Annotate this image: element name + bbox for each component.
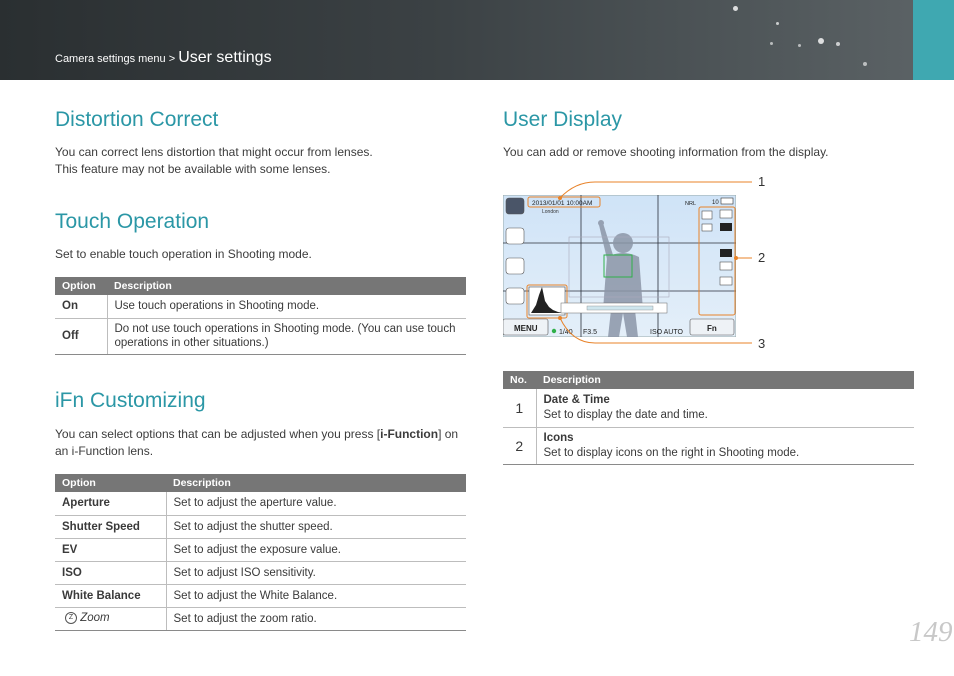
table-header: Option (55, 277, 107, 295)
zoom-lens-icon: Z (65, 612, 77, 624)
breadcrumb-parent: Camera settings menu > (55, 53, 176, 65)
svg-text:2013/01/01 10:00AM: 2013/01/01 10:00AM (532, 200, 593, 207)
section-title-ifn: iFn Customizing (55, 389, 206, 412)
table-row: EV Set to adjust the exposure value. (55, 538, 466, 561)
section-title-user-display: User Display (503, 108, 623, 131)
table-row: On Use touch operations in Shooting mode. (55, 295, 466, 318)
svg-text:MENU: MENU (514, 324, 538, 333)
table-row: 1 Date & Time Set to display the date and time. (503, 389, 914, 427)
user-display-text: You can add or remove shooting information from the display. (503, 145, 829, 159)
section-title-distortion: Distortion Correct (55, 108, 219, 131)
distortion-text: You can correct lens distortion that might occur from lenses. This feature may not be available with some lenses. (55, 145, 373, 176)
table-header: No. (503, 371, 536, 389)
breadcrumb-current: User settings (178, 49, 272, 66)
svg-text:London: London (542, 209, 559, 215)
table-row: Shutter Speed Set to adjust the shutter speed. (55, 515, 466, 538)
section-title-touch: Touch Operation (55, 210, 210, 233)
table-row: Off Do not use touch operations in Shooting mode. (You can use touch operations in other situations.) (55, 318, 466, 354)
callout-number: 1 (758, 174, 766, 189)
user-display-table (503, 371, 914, 465)
table-row: Z Zoom Set to adjust the zoom ratio. (55, 607, 466, 630)
table-header: Description (166, 474, 466, 492)
touch-text: Set to enable touch operation in Shooting mode. (55, 247, 312, 261)
svg-text:1/40: 1/40 (559, 329, 573, 336)
table-header: Description (107, 277, 466, 295)
page-number: 149 (909, 616, 953, 648)
table-row: White Balance Set to adjust the White Balance. (55, 584, 466, 607)
table-header: Option (55, 474, 166, 492)
table-row: Aperture Set to adjust the aperture value. (55, 492, 466, 515)
table-row: ISO Set to adjust ISO sensitivity. (55, 561, 466, 584)
callout-number: 2 (758, 250, 766, 265)
svg-text:10: 10 (712, 200, 719, 206)
svg-text:ISO AUTO: ISO AUTO (650, 329, 683, 336)
callout-number: 3 (758, 336, 766, 351)
svg-text:NRL: NRL (685, 201, 697, 207)
svg-text:F3.5: F3.5 (583, 329, 598, 336)
table-header: Description (536, 371, 914, 389)
table-row: 2 Icons Set to display icons on the right in Shooting mode. (503, 427, 914, 464)
svg-text:Fn: Fn (707, 324, 717, 333)
ifn-text: You can select options that can be adjusted when you press [i-Function] on an i-Function lens. (55, 427, 459, 458)
